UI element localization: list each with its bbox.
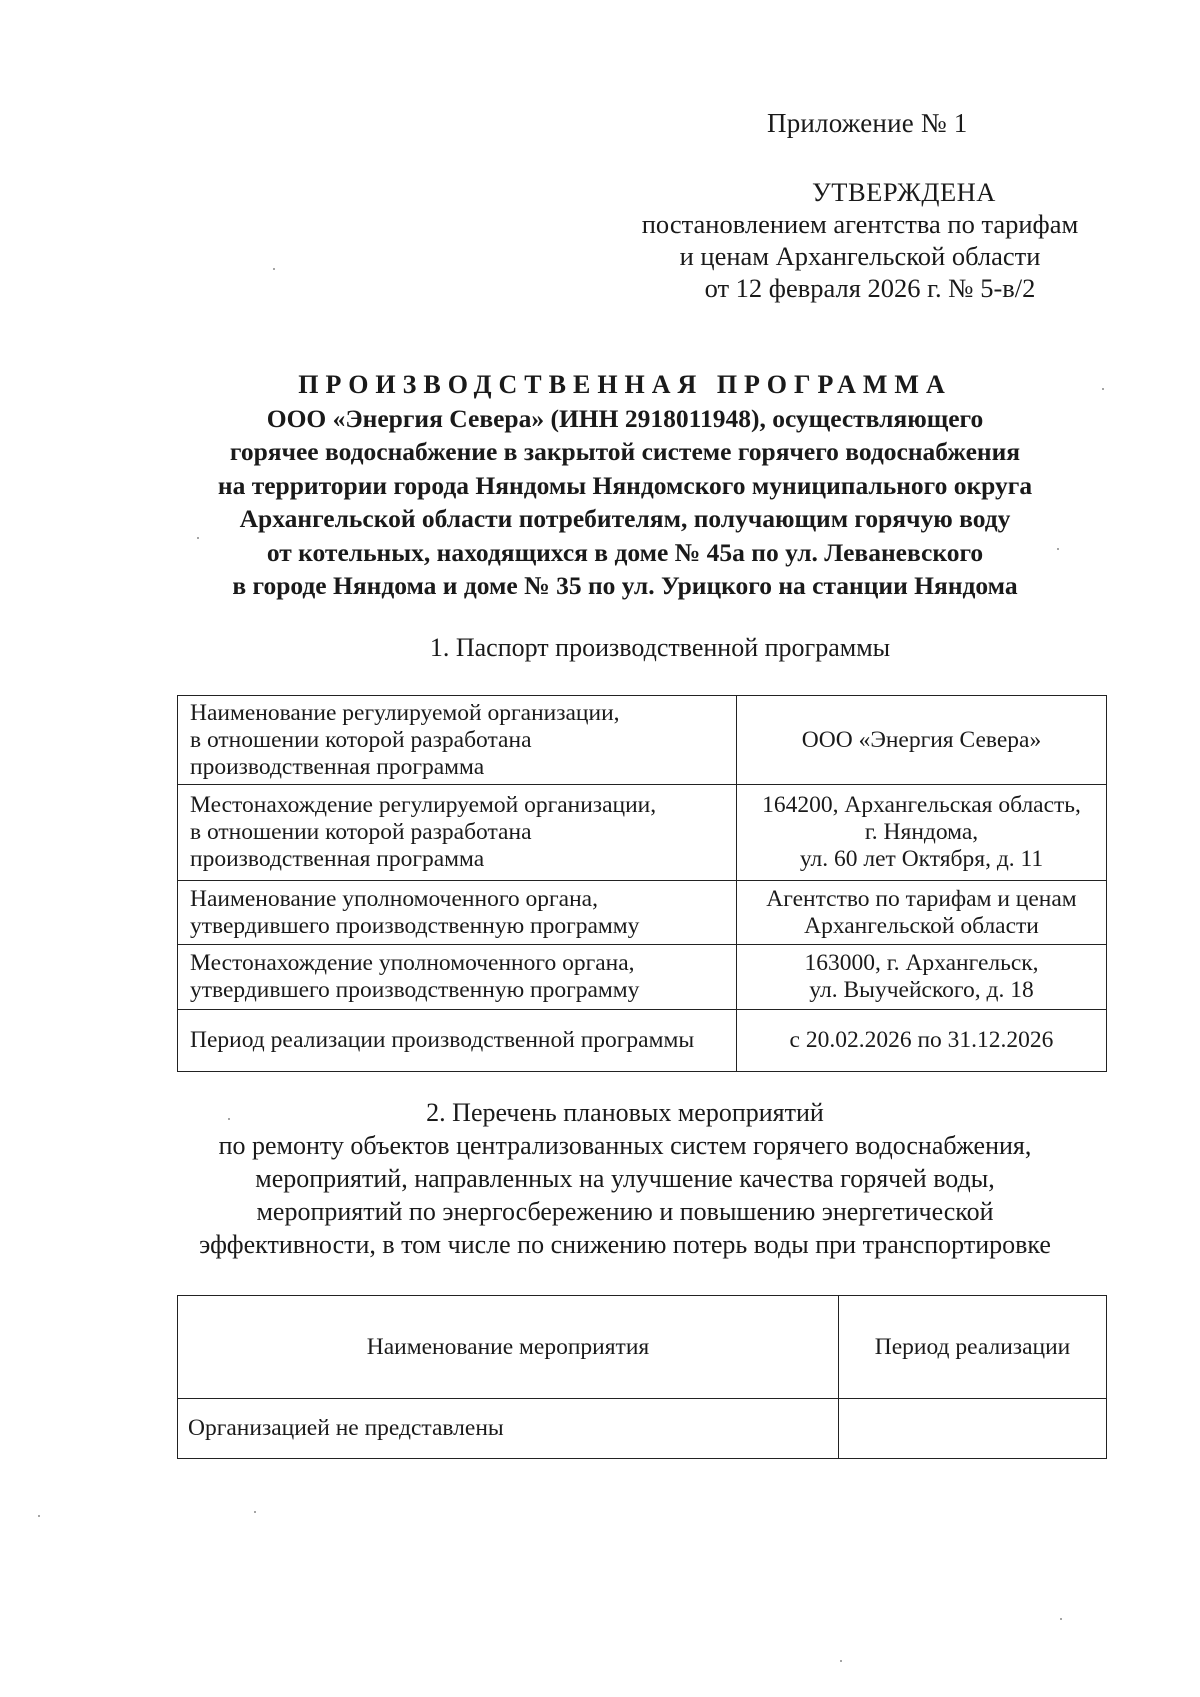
passport-value: [737, 696, 1107, 785]
value-line: г. Няндома,: [864, 819, 979, 845]
label-line: в отношении которой разработана: [190, 819, 532, 845]
measure-period-cell: [839, 1399, 1107, 1459]
title-line-5: Архангельской области потребителям, получающим горячую воду: [239, 504, 1011, 533]
value-line: Агентство по тарифам и ценам: [766, 885, 1077, 912]
passport-label: [178, 1010, 737, 1072]
label-line: Местонахождение уполномоченного органа,: [190, 950, 635, 976]
title-line-3: горячее водоснабжение в закрытой системе горячего водоснабжения: [229, 437, 1021, 466]
label-line: утвердившего производственную программу: [190, 912, 640, 939]
approved-by-line3: от 12 февраля 2026 г. № 5-в/2: [704, 273, 1036, 303]
heading-line: эффективности, в том числе по снижению потерь воды при транспортировке: [199, 1230, 1051, 1259]
scan-speck: [197, 537, 199, 539]
heading-line: 2. Перечень плановых мероприятий: [426, 1098, 824, 1127]
scan-speck: [840, 1660, 842, 1662]
value-line: ул. 60 лет Октября, д. 11: [799, 846, 1044, 872]
section2-heading: [25, 1096, 1200, 1261]
column-header-measure: Наименование мероприятия: [178, 1296, 839, 1399]
label-line: утвердившего производственную программу: [190, 977, 640, 1003]
table-row: [178, 1010, 1107, 1072]
heading-line: мероприятий, направленных на улучшение качества горячей воды,: [255, 1164, 995, 1193]
value-line: Архангельской области: [804, 912, 1039, 939]
approved-stamp-text: УТВЕРЖДЕНА: [812, 177, 996, 207]
passport-label: [178, 696, 737, 785]
passport-label: [178, 881, 737, 945]
heading-line: мероприятий по энергосбережению и повышению энергетической: [256, 1197, 994, 1226]
table-header-row: [178, 1296, 1107, 1399]
scan-speck: [1057, 548, 1059, 550]
label-line: Наименование уполномоченного органа,: [190, 885, 598, 912]
label-line: производственная программа: [190, 846, 485, 872]
passport-value: [737, 881, 1107, 945]
passport-label: [178, 945, 737, 1010]
scan-speck: [38, 1515, 40, 1517]
scan-speck: [273, 268, 275, 270]
appendix-label: Приложение № 1: [767, 108, 968, 138]
scan-speck: [1102, 388, 1104, 390]
value-line: ул. Выучейского, д. 18: [809, 977, 1034, 1003]
table-row: [178, 1399, 1107, 1459]
approval-block: [600, 176, 1120, 304]
value-line: ООО «Энергия Севера»: [801, 726, 1042, 753]
table-row: [178, 881, 1107, 945]
title-line-4: на территории города Няндомы Няндомского муниципального округа: [217, 470, 1033, 500]
label-line: Местонахождение регулируемой организации,: [190, 792, 657, 818]
passport-label: [178, 785, 737, 881]
passport-table: [177, 695, 1107, 1072]
value-line: 163000, г. Архангельск,: [804, 950, 1039, 976]
passport-value: [737, 785, 1107, 881]
measure-name-cell: Организацией не представлены: [178, 1399, 839, 1459]
label-line: в отношении которой разработана: [190, 726, 532, 753]
passport-value: [737, 1010, 1107, 1072]
measures-table: [177, 1295, 1107, 1459]
heading-line: по ремонту объектов централизованных систем горячего водоснабжения,: [218, 1131, 1032, 1160]
scan-speck: [1060, 1618, 1062, 1620]
scan-speck: [228, 1118, 230, 1120]
title-line-6: от котельных, находящихся в доме № 45а по ул. Леваневского: [266, 537, 984, 567]
title-line-2: ООО «Энергия Севера» (ИНН 2918011948), осуществляющего: [266, 403, 984, 433]
value-line: 164200, Архангельская область,: [762, 792, 1081, 818]
value-line: с 20.02.2026 по 31.12.2026: [789, 1027, 1054, 1053]
approved-by-line2: и ценам Архангельской области: [679, 241, 1041, 271]
document-title: [160, 368, 1090, 603]
scan-speck: [254, 1511, 256, 1513]
column-header-period: Период реализации: [839, 1296, 1107, 1399]
label-line: Период реализации производственной программы: [190, 1027, 695, 1053]
label-line: производственная программа: [190, 753, 485, 780]
table-row: [178, 945, 1107, 1010]
label-line: Наименование регулируемой организации,: [190, 699, 620, 726]
passport-value: [737, 945, 1107, 1010]
title-line-7: в городе Няндома и доме № 35 по ул. Урицкого на станции Няндома: [232, 571, 1018, 600]
title-line-1: ПРОИЗВОДСТВЕННАЯ ПРОГРАММА: [298, 370, 952, 399]
table-row: [178, 785, 1107, 881]
approved-by-line1: постановлением агентства по тарифам: [641, 209, 1079, 239]
table-row: [178, 696, 1107, 785]
section1-heading: 1. Паспорт производственной программы: [429, 633, 891, 662]
